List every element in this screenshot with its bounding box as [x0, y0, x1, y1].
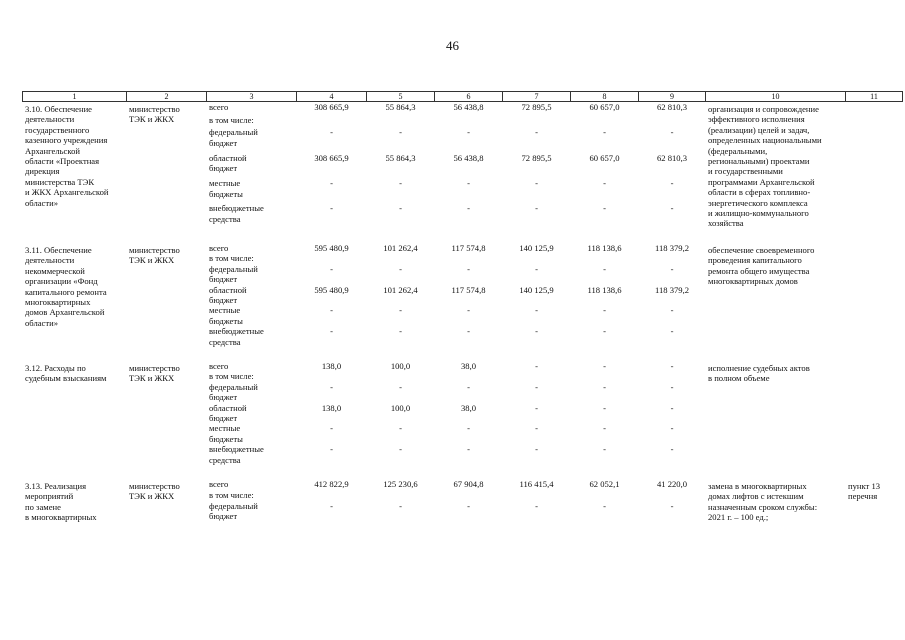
- value-cell: -: [535, 326, 538, 337]
- value-cell: -: [467, 326, 470, 337]
- value-cell: 101 262,4: [383, 284, 418, 295]
- value-cell: [503, 115, 571, 128]
- value-cell: 140 125,9: [519, 284, 554, 295]
- header-cell-7: 7: [503, 92, 571, 102]
- expected-result-cell-line: программами Архангельской: [708, 176, 815, 187]
- value-cell: -: [330, 263, 333, 274]
- funding-source-cell-line: средства: [209, 454, 241, 465]
- funding-source-cell-line: внебюджетные: [209, 444, 264, 455]
- value-cell: -: [670, 381, 674, 392]
- value-cell: -: [330, 203, 333, 214]
- table-row: [23, 102, 903, 115]
- expected-result-cell-line: энергетического комплекса: [708, 197, 808, 208]
- activity-name-cell-line: области»: [25, 197, 59, 208]
- value-cell: 116 415,4: [519, 479, 554, 489]
- value-cell: [435, 115, 503, 128]
- funding-source-cell: [207, 178, 297, 203]
- funding-source-cell-line: в том числе:: [209, 114, 254, 125]
- value-cell: -: [535, 423, 538, 434]
- table-body: [23, 102, 903, 523]
- funding-source-cell: [207, 444, 297, 465]
- funding-source-cell-line: областной: [209, 402, 247, 413]
- expected-result-cell-line: замена в многоквартирных: [708, 481, 807, 491]
- value-cell: 138,0: [321, 360, 342, 371]
- value-cell: [297, 115, 367, 128]
- funding-source-cell-line: всего: [209, 479, 229, 489]
- value-cell: -: [603, 402, 606, 413]
- page-number: 46: [446, 38, 459, 53]
- value-cell: [571, 490, 639, 501]
- activity-name-cell: [23, 361, 127, 465]
- expected-result-cell: [706, 243, 846, 347]
- expected-result-cell-line: определенных национальными: [708, 135, 822, 146]
- value-cell: -: [670, 263, 674, 274]
- value-cell: 60 657,0: [589, 102, 620, 112]
- funding-source-cell: [207, 127, 297, 152]
- value-cell: -: [399, 263, 402, 274]
- funding-source-cell-line: местные: [209, 178, 241, 189]
- expected-result-cell-line: организация и сопровождение: [708, 104, 819, 114]
- value-cell: -: [399, 500, 402, 511]
- value-cell: -: [535, 178, 538, 189]
- value-cell: -: [535, 127, 538, 138]
- expected-result-cell-line: назначенным сроком службы:: [708, 501, 818, 512]
- funding-source-cell: [207, 285, 297, 306]
- value-cell: [571, 253, 639, 263]
- value-cell: -: [399, 178, 402, 189]
- funding-source-cell: [207, 479, 297, 490]
- expected-result-cell-line: исполнение судебных актов: [708, 362, 810, 373]
- executor-cell: [127, 102, 207, 229]
- funding-source-cell: [207, 326, 297, 347]
- executor-cell-line: ТЭК и ЖКХ: [129, 373, 175, 384]
- funding-source-cell: [207, 361, 297, 371]
- value-cell: [503, 253, 571, 263]
- activity-name-cell-line: деятельности: [25, 114, 75, 125]
- value-cell: 117 574,8: [451, 242, 486, 253]
- funding-source-cell-line: всего: [209, 102, 229, 112]
- header-cell-9: 9: [639, 92, 706, 102]
- funding-source-cell-line: средства: [209, 336, 241, 347]
- value-cell: 412 822,9: [314, 479, 349, 489]
- value-cell: -: [467, 127, 470, 138]
- value-cell: [503, 490, 571, 501]
- value-cell: -: [603, 263, 606, 274]
- funding-source-cell-line: федеральный: [209, 381, 258, 392]
- value-cell: 308 665,9: [314, 152, 349, 163]
- value-cell: 308 665,9: [314, 102, 349, 112]
- expected-result-cell: [706, 102, 846, 229]
- value-cell: 62 810,3: [656, 152, 688, 163]
- value-cell: 118 138,6: [587, 242, 622, 253]
- activity-name-cell: [23, 102, 127, 229]
- funding-source-cell-line: всего: [209, 242, 229, 253]
- value-cell: 56 438,8: [453, 152, 484, 163]
- value-cell: [639, 115, 706, 128]
- value-cell: 56 438,8: [453, 102, 484, 112]
- funding-source-cell: [207, 253, 297, 263]
- section-spacer: [23, 347, 903, 361]
- funding-source-cell-line: бюджеты: [209, 433, 243, 444]
- table-header: [23, 92, 903, 102]
- funding-source-cell-line: федеральный: [209, 127, 258, 138]
- expected-result-cell-line: (реализации) целей и задач,: [708, 124, 810, 135]
- executor-cell-line: министерство: [129, 244, 180, 255]
- funding-source-cell-line: средства: [209, 213, 241, 224]
- value-cell: [639, 490, 706, 501]
- expected-result-cell-line: многоквартирных домов: [708, 276, 798, 287]
- activity-name-cell-line: министерства ТЭК: [25, 176, 95, 187]
- value-cell: -: [670, 305, 674, 316]
- activity-name-cell-line: 3.13. Реализация: [25, 481, 87, 491]
- expected-result-cell-line: региональными) проектами: [708, 156, 810, 167]
- value-cell: -: [670, 402, 674, 413]
- activity-name-cell-line: по замене: [25, 501, 61, 512]
- value-cell: -: [535, 203, 538, 214]
- header-cell-1: 1: [23, 92, 127, 102]
- funding-source-cell: [207, 115, 297, 128]
- value-cell: 117 574,8: [451, 284, 486, 295]
- activity-name-cell: [23, 243, 127, 347]
- table-row: [23, 361, 903, 371]
- value-cell: -: [535, 360, 538, 371]
- activity-name-cell-line: дирекция: [25, 166, 60, 177]
- expected-result-cell-line: эффективного исполнения: [708, 114, 805, 125]
- activity-name-cell-line: 3.10. Обеспечение: [25, 104, 92, 114]
- value-cell: 138,0: [321, 402, 342, 413]
- executor-cell-line: министерство: [129, 104, 180, 114]
- activity-name-cell-line: казенного учреждения: [25, 135, 108, 146]
- value-cell: -: [330, 423, 333, 434]
- funding-source-cell: [207, 490, 297, 501]
- value-cell: -: [603, 423, 606, 434]
- value-cell: -: [535, 500, 538, 511]
- funding-source-cell-line: бюджеты: [209, 188, 243, 199]
- expected-result-cell-line: домах лифтов с истекшим: [708, 491, 804, 502]
- funding-source-cell-line: бюджет: [209, 412, 238, 423]
- funding-source-cell-line: бюджет: [209, 294, 238, 305]
- value-cell: -: [399, 305, 402, 316]
- activity-name-cell-line: капитального ремонта: [25, 286, 107, 297]
- value-cell: 38,0: [460, 402, 477, 413]
- value-cell: -: [670, 326, 674, 337]
- note-cell-line: пункт 13: [848, 481, 881, 491]
- funding-source-cell-line: бюджет: [209, 392, 238, 403]
- table-row: [23, 243, 903, 253]
- funding-source-cell: [207, 305, 297, 326]
- funding-source-cell: [207, 423, 297, 444]
- value-cell: 100,0: [390, 402, 411, 413]
- value-cell: 62 810,3: [656, 102, 688, 112]
- spacer-cell: [23, 229, 903, 243]
- value-cell: -: [399, 444, 402, 455]
- value-cell: -: [603, 444, 606, 455]
- value-cell: -: [535, 381, 538, 392]
- funding-source-cell-line: областной: [209, 284, 247, 295]
- value-cell: [297, 371, 367, 381]
- value-cell: -: [330, 444, 333, 455]
- activity-name-cell-line: 3.11. Обеспечение: [25, 244, 92, 255]
- activity-name-cell-line: некоммерческой: [25, 265, 85, 276]
- executor-cell-line: ТЭК и ЖКХ: [129, 255, 175, 266]
- executor-cell-line: министерство: [129, 362, 180, 373]
- table-row: [23, 479, 903, 490]
- funding-source-cell-line: в том числе:: [209, 371, 254, 382]
- value-cell: -: [670, 423, 674, 434]
- expected-result-cell-line: и государственными: [708, 166, 783, 177]
- funding-source-cell-line: федеральный: [209, 263, 258, 274]
- funding-source-cell-line: бюджет: [209, 163, 238, 174]
- value-cell: -: [603, 178, 606, 189]
- expected-result-cell-line: хозяйства: [708, 218, 744, 229]
- value-cell: 125 230,6: [383, 479, 418, 489]
- funding-source-cell-line: всего: [209, 360, 229, 371]
- value-cell: -: [670, 360, 674, 371]
- header-cell-2: 2: [127, 92, 207, 102]
- activity-name-cell-line: домов Архангельской: [25, 307, 105, 318]
- value-cell: 118 379,2: [654, 284, 690, 295]
- value-cell: -: [670, 178, 674, 189]
- activity-name-cell-line: и ЖКХ Архангельской: [25, 187, 109, 198]
- header-cell-11: 11: [846, 92, 903, 102]
- expected-result-cell: [706, 479, 846, 523]
- value-cell: [297, 490, 367, 501]
- header-cell-10: 10: [706, 92, 846, 102]
- value-cell: -: [603, 203, 606, 214]
- value-cell: [297, 253, 367, 263]
- value-cell: -: [535, 402, 538, 413]
- value-cell: -: [535, 305, 538, 316]
- value-cell: [367, 253, 435, 263]
- funding-source-cell-line: бюджет: [209, 274, 238, 285]
- value-cell: -: [399, 381, 402, 392]
- value-cell: [367, 490, 435, 501]
- note-cell: [846, 102, 903, 229]
- expected-result-cell-line: области в сферах топливно-: [708, 187, 811, 198]
- value-cell: -: [467, 500, 470, 511]
- expected-result-cell-line: ремонта общего имущества: [708, 265, 810, 276]
- activity-name-cell-line: области «Проектная: [25, 156, 100, 167]
- value-cell: -: [467, 305, 470, 316]
- value-cell: -: [330, 178, 333, 189]
- funding-source-cell-line: местные: [209, 423, 241, 434]
- value-cell: -: [399, 423, 402, 434]
- value-cell: 595 480,9: [314, 242, 349, 253]
- executor-cell: [127, 361, 207, 465]
- value-cell: [435, 371, 503, 381]
- value-cell: [435, 490, 503, 501]
- value-cell: -: [670, 444, 674, 455]
- spacer-cell: [23, 465, 903, 479]
- executor-cell-line: ТЭК и ЖКХ: [129, 114, 175, 125]
- executor-cell: [127, 243, 207, 347]
- activity-name-cell-line: деятельности: [25, 255, 75, 266]
- value-cell: -: [330, 326, 333, 337]
- expected-result-cell: [706, 361, 846, 465]
- funding-source-cell: [207, 203, 297, 228]
- value-cell: 67 904,8: [453, 479, 484, 489]
- value-cell: -: [670, 127, 674, 138]
- value-cell: -: [330, 305, 333, 316]
- funding-source-cell-line: областной: [209, 152, 247, 163]
- funding-source-cell: [207, 153, 297, 178]
- header-cell-8: 8: [571, 92, 639, 102]
- value-cell: 38,0: [460, 360, 477, 371]
- value-cell: [367, 115, 435, 128]
- section-spacer: [23, 465, 903, 479]
- funding-source-cell: [207, 243, 297, 253]
- expected-result-cell-line: и жилищно-коммунального: [708, 208, 809, 219]
- funding-source-cell-line: местные: [209, 305, 241, 316]
- funding-source-cell-line: бюджеты: [209, 315, 243, 326]
- value-cell: [639, 253, 706, 263]
- value-cell: 55 864,3: [385, 152, 416, 163]
- executor-cell-line: министерство: [129, 481, 180, 491]
- activity-name-cell-line: государственного: [25, 124, 90, 135]
- value-cell: 140 125,9: [519, 242, 554, 253]
- value-cell: 101 262,4: [383, 242, 418, 253]
- funding-source-cell-line: бюджет: [209, 511, 238, 522]
- expected-result-cell-line: обеспечение своевременного: [708, 244, 815, 255]
- value-cell: -: [330, 127, 333, 138]
- activity-name-cell-line: организации «Фонд: [25, 276, 98, 287]
- value-cell: -: [535, 263, 538, 274]
- value-cell: -: [603, 326, 606, 337]
- value-cell: 118 138,6: [587, 284, 622, 295]
- value-cell: -: [603, 360, 606, 371]
- funding-source-cell-line: внебюджетные: [209, 203, 264, 214]
- value-cell: [639, 371, 706, 381]
- value-cell: 100,0: [390, 360, 411, 371]
- funding-source-cell: [207, 102, 297, 115]
- value-cell: -: [467, 178, 470, 189]
- expected-result-cell-line: (федеральными,: [708, 145, 768, 156]
- note-cell-line: перечня: [848, 491, 878, 502]
- header-cell-3: 3: [207, 92, 297, 102]
- funding-source-cell-line: бюджет: [209, 137, 238, 148]
- note-cell: [846, 361, 903, 465]
- value-cell: -: [467, 444, 470, 455]
- activity-name-cell: [23, 479, 127, 523]
- value-cell: [571, 371, 639, 381]
- value-cell: -: [330, 500, 333, 511]
- funding-source-cell: [207, 403, 297, 424]
- activity-name-cell-line: мероприятий: [25, 491, 74, 502]
- value-cell: -: [330, 381, 333, 392]
- funding-source-cell-line: в том числе:: [209, 253, 254, 264]
- value-cell: 118 379,2: [654, 242, 690, 253]
- value-cell: 72 895,5: [521, 152, 552, 163]
- funding-source-cell-line: внебюджетные: [209, 326, 264, 337]
- note-cell: [846, 479, 903, 523]
- value-cell: 60 657,0: [589, 152, 620, 163]
- value-cell: 62 052,1: [589, 479, 620, 489]
- funding-source-cell: [207, 264, 297, 285]
- value-cell: 72 895,5: [521, 102, 552, 112]
- value-cell: 595 480,9: [314, 284, 349, 295]
- value-cell: -: [467, 423, 470, 434]
- value-cell: -: [399, 127, 402, 138]
- value-cell: -: [603, 127, 606, 138]
- value-cell: -: [670, 203, 674, 214]
- note-cell: [846, 243, 903, 347]
- header-cell-5: 5: [367, 92, 435, 102]
- value-cell: -: [399, 203, 402, 214]
- funding-source-cell-line: в том числе:: [209, 489, 254, 500]
- header-cell-4: 4: [297, 92, 367, 102]
- value-cell: -: [603, 305, 606, 316]
- value-cell: -: [535, 444, 538, 455]
- header-cell-6: 6: [435, 92, 503, 102]
- value-cell: -: [603, 381, 606, 392]
- value-cell: 55 864,3: [385, 102, 416, 112]
- activity-name-cell-line: области»: [25, 317, 59, 328]
- activity-name-cell-line: многоквартирных: [25, 296, 91, 307]
- funding-source-cell-line: федеральный: [209, 500, 258, 511]
- header-row: [23, 92, 903, 102]
- value-cell: -: [603, 500, 606, 511]
- expected-result-cell-line: проведения капитального: [708, 255, 802, 266]
- executor-cell: [127, 479, 207, 523]
- activity-name-cell-line: в многоквартирных: [25, 512, 97, 523]
- value-cell: -: [467, 263, 470, 274]
- value-cell: [435, 253, 503, 263]
- value-cell: -: [467, 203, 470, 214]
- executor-cell-line: ТЭК и ЖКХ: [129, 491, 175, 502]
- value-cell: 41 220,0: [656, 479, 688, 489]
- activity-name-cell-line: 3.12. Расходы по: [25, 362, 86, 373]
- value-cell: -: [670, 500, 674, 511]
- activity-name-cell-line: Архангельской: [25, 145, 80, 156]
- spacer-cell: [23, 347, 903, 361]
- value-cell: -: [399, 326, 402, 337]
- value-cell: -: [467, 381, 470, 392]
- expected-result-cell-line: в полном объеме: [708, 373, 770, 384]
- activity-name-cell-line: судебным взысканиям: [25, 373, 107, 384]
- value-cell: [571, 115, 639, 128]
- funding-source-cell: [207, 501, 297, 523]
- expected-result-cell-line: 2021 г. – 100 ед.;: [708, 512, 769, 523]
- value-cell: [503, 371, 571, 381]
- section-spacer: [23, 229, 903, 243]
- value-cell: [367, 371, 435, 381]
- budget-table: [22, 91, 903, 523]
- funding-source-cell: [207, 371, 297, 381]
- funding-source-cell: [207, 382, 297, 403]
